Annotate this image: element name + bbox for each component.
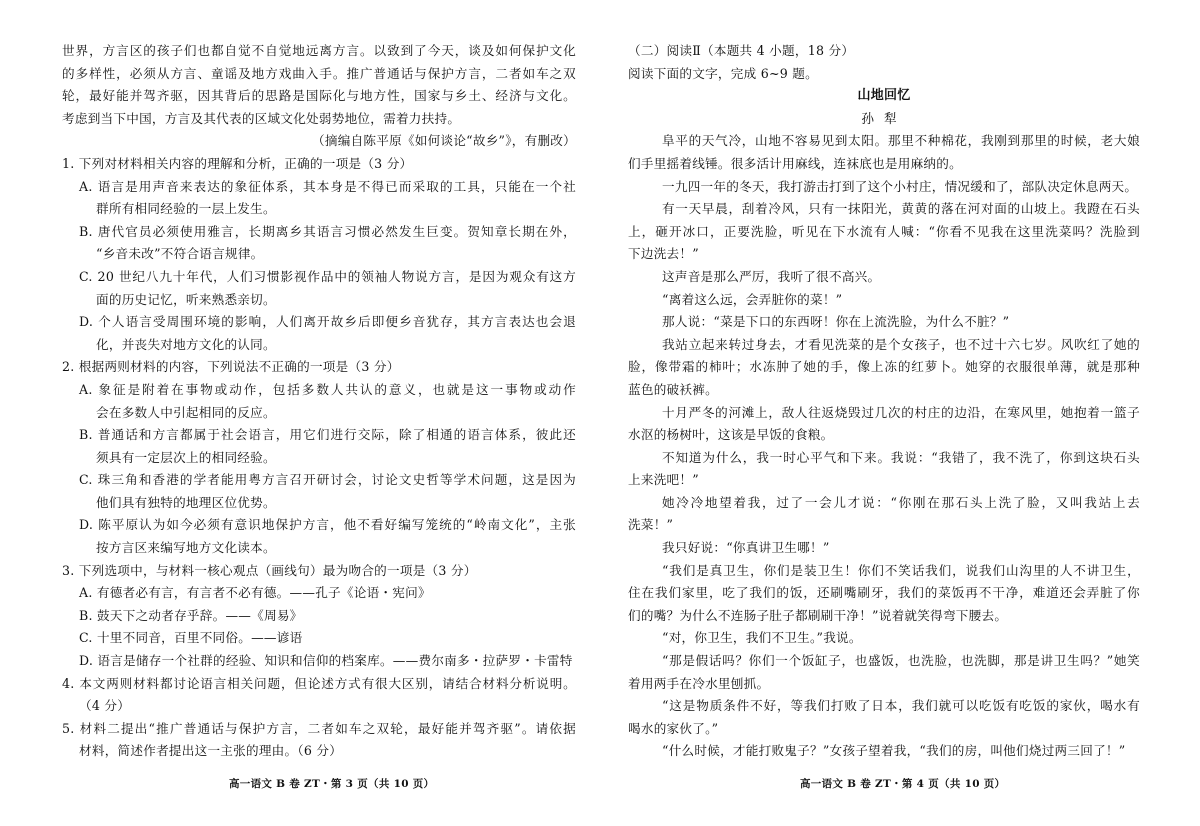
right-text-line: “离着这么远，会弄脏你的菜！”: [662, 291, 843, 307]
left-text-line: C. 珠三角和香港的学者能用粤方言召开研讨会，讨论文史哲等学术问题，这是因为: [79, 472, 576, 488]
right-text-line: 十月严冬的河滩上，敌人往返烧毁过几次的村庄的边沿，在寒风里，她抱着一篮子: [662, 404, 1140, 420]
right-text-line: 她冷冷地望着我，过了一会儿才说：“你刚在那石头上洗了脸，又叫我站上去: [662, 494, 1140, 510]
left-text-line: D. 陈平原认为如今必须有意识地保护方言，他不看好编写笼统的“岭南文化”，主张: [79, 517, 576, 533]
left-text-line: 会在多数人中引起相同的反应。: [96, 404, 276, 420]
left-text-line: （4 分）: [79, 698, 131, 714]
left-text-line: 的多样性，必须从方言、童谣及地方戏曲入手。推广普通话与保护方言，二者如车之双: [62, 65, 576, 81]
left-text-line: 1. 下列对材料相关内容的理解和分析，正确的一项是（3 分）: [62, 155, 413, 171]
left-text-line: A. 语言是用声音来表达的象征体系，其本身是不得已而采取的工具，只能在一个社: [79, 178, 576, 194]
right-text-line: 上来洗吧！”: [628, 472, 699, 488]
right-text-line: 孙犁: [861, 110, 907, 126]
right-text-line: 那人说：“菜是下口的东西呀！你在上流洗脸，为什么不脏？”: [662, 314, 1010, 330]
left-text-line: 群所有相同经验的一层上发生。: [96, 201, 276, 217]
right-text-line: 山地回忆: [857, 88, 911, 104]
left-text-line: 材料，简述作者提出这一主张的理由。（6 分）: [79, 743, 343, 759]
right-text-line: 阅读下面的文字，完成 6~9 题。: [628, 65, 818, 81]
left-text-line: 2. 根据两则材料的内容，下列说法不正确的一项是（3 分）: [62, 359, 400, 375]
left-text-line: 化，并丧失对地方文化的认同。: [96, 336, 276, 352]
left-text-line: 3. 下列选项中，与材料一核心观点（画线句）最为吻合的一项是（3 分）: [62, 562, 477, 578]
left-text-line: （摘编自陈平原《如何谈论“故乡”》，有删改）: [312, 133, 576, 149]
left-text-line: A. 象征是附着在事物或动作，包括多数人共认的意义，也就是这一事物或动作: [79, 381, 576, 397]
right-text-line: 水沤的杨树叶，这该是早饭的食粮。: [628, 427, 834, 443]
right-text-line: （二）阅读Ⅱ（本题共 4 小题，18 分）: [628, 43, 855, 58]
left-text-line: B. 普通话和方言都属于社会语言，用它们进行交际，除了相通的语言体系，彼此还: [79, 427, 576, 443]
right-text-line: 阜平的天气冷，山地不容易见到太阳。那里不种棉花，我刚到那里的时候，老大娘: [662, 133, 1140, 149]
right-text-line: 有一天早晨，刮着冷风，只有一抹阳光，黄黄的落在河对面的山坡上。我蹬在石头: [662, 201, 1140, 217]
right-text-line: 蓝色的破袄裤。: [628, 381, 718, 397]
left-text-line: 他们具有独特的地理区位优势。: [96, 494, 276, 510]
left-text-line: 5. 材料二提出“推广普通话与保护方言，二者如车之双轮，最好能并驾齐驱”。请依据: [62, 720, 576, 736]
left-page-footer: 高一语文 B 卷 ZT・第 3 页（共 10 页）: [229, 778, 435, 790]
right-text-line: “那是假话吗？你们一个饭缸子，也盛饭，也洗脸，也洗脚，那是讲卫生吗？”她笑: [662, 653, 1140, 669]
left-text-line: 4. 本文两则材料都讨论语言相关问题，但论述方式有很大区别，请结合材料分析说明。: [62, 675, 576, 691]
left-text-line: D. 语言是储存一个社群的经验、知识和信仰的档案库。——费尔南多・拉萨罗・卡雷特: [79, 653, 573, 669]
left-text-line: 按方言区来编写地方文化读本。: [96, 540, 276, 556]
left-text-line: “乡音未改”不符合语言规律。: [96, 246, 264, 262]
right-text-line: 下边洗去！”: [628, 246, 699, 262]
right-text-line: 喝水的家伙了。”: [628, 720, 719, 736]
left-text-line: B. 唐代官员必须使用雅言，长期离乡其语言习惯必然发生巨变。贺知章长期在外，: [79, 223, 576, 239]
left-text-line: A. 有德者必有言，有言者不必有德。——孔子《论语・宪问》: [79, 585, 431, 601]
right-text-line: 脸，像带霜的柿叶；水冻肿了她的手，像上冻的红萝卜。她穿的衣服很单薄，就是那种: [628, 359, 1140, 375]
left-text-line: 世界，方言区的孩子们也都自觉不自觉地远离方言。以致到了今天，谈及如何保护文化: [62, 43, 576, 58]
left-text-line: C. 十里不同音，百里不同俗。——谚语: [79, 630, 303, 646]
right-text-line: 住在我们家里，吃了我们的饭，还刷嘴刷牙，我们的菜饭再不干净，难道还会弄脏了你: [628, 585, 1140, 601]
right-text-line: 我只好说：“你真讲卫生哪！”: [662, 540, 830, 556]
left-text-line: D. 个人语言受周围环境的影响，人们离开故乡后即便乡音犹存，其方言表达也会退: [79, 314, 576, 330]
left-text-line: 考虑到当下中国，方言及其代表的区域文化处弱势地位，需着力扶持。: [62, 110, 461, 126]
left-text-line: 面的历史记忆，听来熟悉亲切。: [96, 291, 276, 307]
right-page-footer: 高一语文 B 卷 ZT・第 4 页（共 10 页）: [800, 778, 1006, 790]
right-text-line: 不知道为什么，我一时心平气和下来。我说：“我错了，我不洗了，你到这块石头: [662, 449, 1140, 465]
right-text-line: “这是物质条件不好，等我们打败了日本，我们就可以吃饭有吃饭的家伙，喝水有: [662, 698, 1140, 714]
right-text-line: 着用两手在冷水里刨抓。: [628, 675, 770, 691]
right-text-line: 上，砸开冰口，正要洗脸，听见在下水流有人喊：“你看不见我在这里洗菜吗？洗脸到: [628, 223, 1140, 239]
left-page-column: [62, 40, 576, 763]
right-text-line: “对，你卫生，我们不卫生。”我说。: [662, 630, 862, 646]
left-text-line: 轮，最好能并驾齐驱，因其背后的思路是国际化与地方性，国家与乡土、经济与文化。: [62, 88, 576, 104]
right-text-line: 一九四一年的冬天，我打游击打到了这个小村庄，情况缓和了，部队决定休息两天。: [662, 178, 1138, 194]
left-text-line: C. 20 世纪八九十年代，人们习惯影视作品中的领袖人物说方言，是因为观众有这方: [79, 268, 576, 284]
right-text-line: 们的嘴？为什么不连肠子肚子都刷刷干净！”说着就笑得弯下腰去。: [628, 607, 1008, 623]
right-text-line: “我们是真卫生，你们是装卫生！你们不笑话我们，说我们山沟里的人不讲卫生，: [662, 562, 1140, 578]
right-text-line: 这声音是那么严厉，我听了很不高兴。: [662, 268, 881, 284]
right-text-line: 我站立起来转过身去，才看见洗菜的是个女孩子，也不过十六七岁。风吹红了她的: [662, 336, 1140, 352]
right-text-line: “什么时候，才能打败鬼子？”女孩子望着我，“我们的房，叫他们烧过两三回了！”: [662, 743, 1126, 759]
right-page-column: [628, 40, 1140, 763]
left-text-line: 须具有一定层次上的相同经验。: [96, 449, 276, 465]
left-text-line: B. 鼓天下之动者存乎辞。——《周易》: [79, 607, 303, 623]
right-text-line: 洗菜！”: [628, 517, 674, 533]
right-text-line: 们手里摇着线锤。很多活计用麻线，连袜底也是用麻纳的。: [628, 155, 962, 171]
